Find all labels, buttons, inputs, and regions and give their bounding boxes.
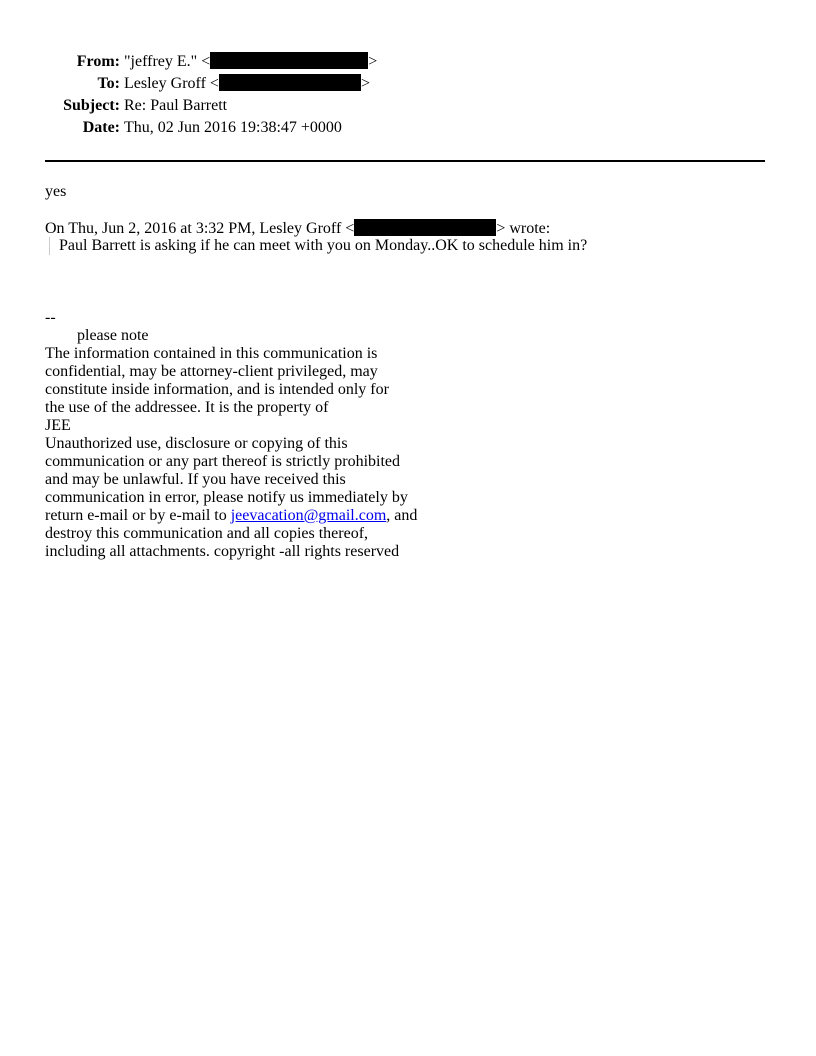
subject-value: Re: Paul Barrett xyxy=(124,97,228,114)
from-address-redaction xyxy=(210,52,368,69)
disclaimer-line: the use of the addressee. It is the property of xyxy=(45,399,329,416)
reply-text: yes xyxy=(45,183,67,200)
disclaimer-line: and may be unlawful. If you have received this xyxy=(45,471,346,488)
disclaimer-return-line xyxy=(45,507,765,525)
from-row xyxy=(45,52,377,74)
date-label: Date: xyxy=(82,119,120,136)
disclaimer-line: Unauthorized use, disclosure or copying of this xyxy=(45,435,348,452)
disclaimer-line: confidential, may be attorney-client privileged, may xyxy=(45,363,378,380)
return-line-prefix: return e-mail or by e-mail to xyxy=(45,507,227,524)
email-link[interactable]: jeevacation@gmail.com xyxy=(230,507,387,524)
date-value: Thu, 02 Jun 2016 19:38:47 +0000 xyxy=(124,119,342,136)
to-address-redaction xyxy=(219,74,361,91)
to-name: Lesley Groff xyxy=(124,75,206,92)
disclaimer-line: communication or any part thereof is strictly prohibited xyxy=(45,453,401,470)
to-value: Lesley Groff < > xyxy=(124,75,370,92)
disclaimer-line: constitute inside information, and is intended only for xyxy=(45,381,389,398)
email-body xyxy=(45,183,765,561)
signature xyxy=(45,309,765,561)
quote-intro-prefix: On Thu, Jun 2, 2016 at 3:32 PM, Lesley Groff xyxy=(45,220,342,237)
quote-intro: On Thu, Jun 2, 2016 at 3:32 PM, Lesley Groff < > wrote: xyxy=(45,220,551,237)
header-divider xyxy=(45,160,765,162)
quoted-message: Paul Barrett is asking if he can meet with you on Monday..OK to schedule him in? xyxy=(49,237,765,255)
to-row xyxy=(45,74,377,96)
disclaimer-line: JEE xyxy=(45,417,71,434)
signature-note-heading: please note xyxy=(77,327,149,344)
subject-label: Subject: xyxy=(63,97,120,114)
from-value: "jeffrey E." < > xyxy=(124,53,378,70)
from-label: From: xyxy=(76,53,120,70)
disclaimer xyxy=(45,345,765,561)
return-line-suffix: , and xyxy=(386,507,418,524)
quote-intro-suffix: wrote: xyxy=(509,220,551,237)
quote-address-redaction xyxy=(354,219,496,236)
disclaimer-line: communication in error, please notify us immediately by xyxy=(45,489,408,506)
disclaimer-line: destroy this communication and all copies thereof, xyxy=(45,525,369,542)
to-label: To: xyxy=(97,75,120,92)
from-name: "jeffrey E." xyxy=(124,53,198,70)
email-header xyxy=(45,52,377,140)
disclaimer-line: including all attachments. copyright -all rights reserved xyxy=(45,543,400,560)
date-row xyxy=(45,118,377,140)
signature-separator: -- xyxy=(45,309,56,326)
subject-row xyxy=(45,96,377,118)
disclaimer-line: The information contained in this communication is xyxy=(45,345,378,362)
